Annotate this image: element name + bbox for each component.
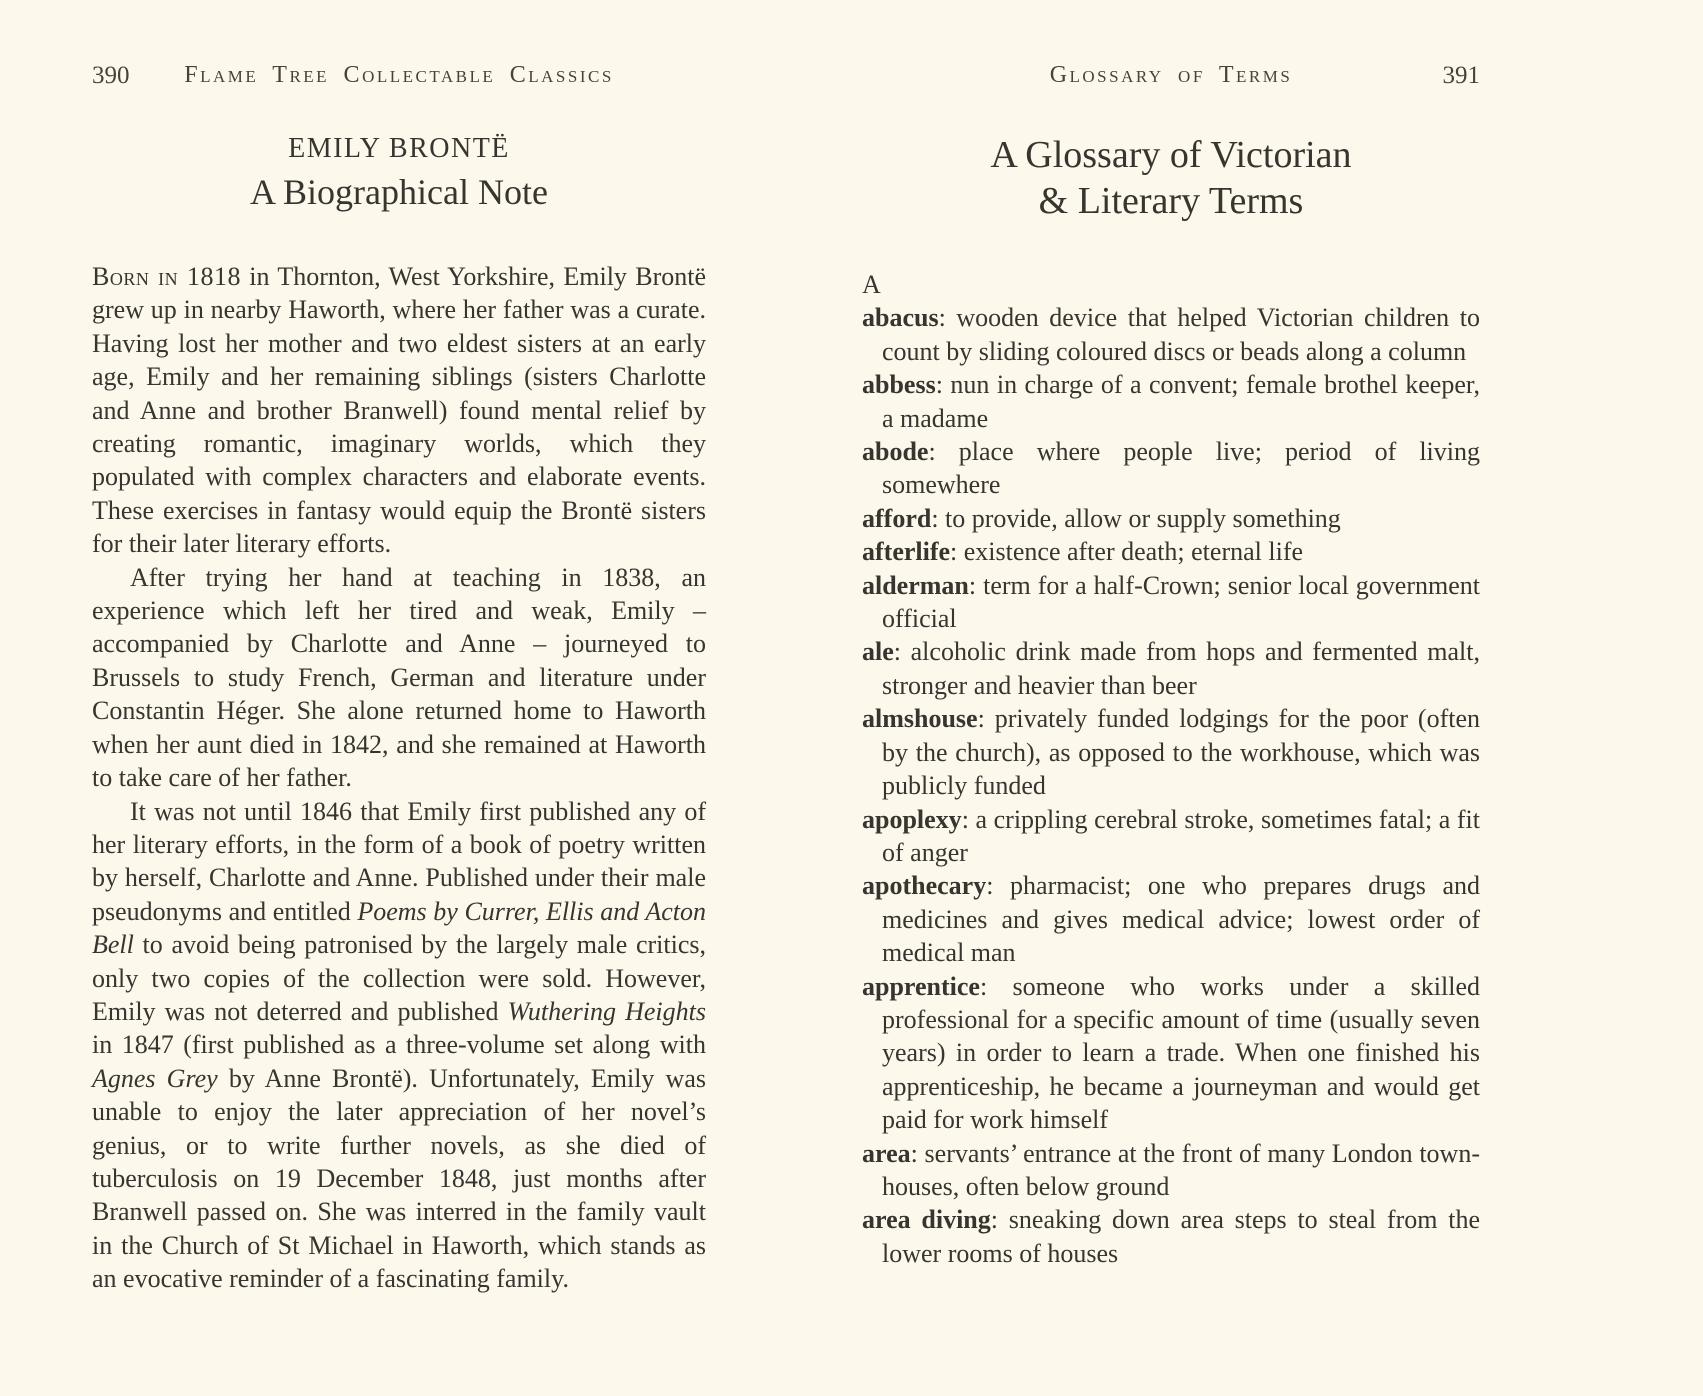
- right-page-number: 391: [1442, 62, 1480, 89]
- glossary-entry: [862, 535, 1480, 568]
- right-page-header: [862, 62, 1480, 92]
- bio-text-segment: to avoid being patronised by the largely male critics, only two copies of the collection were sold. However, Emily was not deterred and published: [92, 930, 706, 1026]
- left-page-number: 390: [92, 62, 130, 89]
- glossary-definition: : nun in charge of a convent; female brothel keeper, a madame: [882, 370, 1480, 433]
- glossary-definition: : pharmacist; one who prepares drugs and medicines and gives medical advice; lowest order of medical man: [882, 871, 1480, 968]
- glossary-title-block: [862, 132, 1480, 224]
- glossary-entry: [862, 301, 1480, 368]
- glossary-term: afford: [862, 503, 932, 533]
- glossary-term: apothecary: [862, 871, 987, 901]
- left-page: [92, 62, 706, 1296]
- bio-text-segment: Agnes Grey: [92, 1063, 218, 1093]
- bio-text-segment: It was not until 1846 that Emily first published any of her literary efforts, in the form of a book of poetry written by herself, Charlotte and Anne. Published under their male pseudonyms and entitled: [92, 796, 706, 926]
- glossary-term: abode: [862, 437, 929, 467]
- bio-text-segment: by Anne Brontë). Unfortunately, Emily was unable to enjoy the later appreciation of her novel’s genius, or to write further novels, as she died of tuberculosis on 19 December 1848, just months after Branwell passed on. She was interred in the family vault in the Church of St Michael in Haworth, which stands as an evocative reminder of a fascinating family.: [92, 1063, 706, 1294]
- glossary-entry: [862, 702, 1480, 802]
- glossary-term: abacus: [862, 303, 939, 333]
- left-page-header: [92, 62, 706, 92]
- glossary-definition: : a crippling cerebral stroke, sometimes fatal; a fit of anger: [882, 804, 1480, 867]
- bio-text-segment: After trying her hand at teaching in 1838, an experience which left her tired and weak, Emily – accompanied by Charlotte and Anne – journeyed to Brussels to study French, German and literature under Constantin Héger. She alone returned home to Haworth when her aunt died in 1842, and she remained at Haworth to take care of her father.: [92, 562, 706, 793]
- glossary-entry: [862, 869, 1480, 969]
- glossary-entries: [862, 301, 1480, 1270]
- glossary-entry: [862, 635, 1480, 702]
- glossary-entry: [862, 368, 1480, 435]
- glossary-definition: : wooden device that helped Victorian children to count by sliding coloured discs or beads along a column: [882, 303, 1480, 366]
- glossary-term: apprentice: [862, 971, 980, 1001]
- glossary-entry: [862, 569, 1480, 636]
- glossary-body: [862, 268, 1480, 1270]
- glossary-definition: : alcoholic drink made from hops and fermented malt, stronger and heavier than beer: [882, 637, 1480, 700]
- glossary-entry: [862, 970, 1480, 1137]
- glossary-term: apoplexy: [862, 804, 962, 834]
- glossary-term: almshouse: [862, 704, 978, 734]
- glossary-entry: [862, 1137, 1480, 1204]
- glossary-term: area: [862, 1138, 911, 1168]
- bio-text-segment: Born in 1818: [92, 262, 241, 291]
- glossary-section-letter: A: [862, 270, 881, 299]
- right-running-head: Glossary of Terms: [1049, 62, 1293, 88]
- glossary-entry: [862, 502, 1480, 535]
- bio-text-segment: in 1847 (first published as a three-volume set along with: [92, 1030, 706, 1060]
- glossary-term: afterlife: [862, 537, 951, 567]
- glossary-definition: : sneaking down area steps to steal from the lower rooms of houses: [882, 1205, 1481, 1268]
- bio-title-block: [92, 132, 706, 213]
- bio-body: [92, 260, 706, 1296]
- glossary-term: abbess: [862, 370, 936, 400]
- glossary-term: area diving: [862, 1205, 991, 1235]
- bio-title-subtitle: A Biographical Note: [250, 172, 548, 212]
- glossary-definition: : existence after death; eternal life: [950, 537, 1304, 567]
- glossary-definition: : servants’ entrance at the front of many London town-houses, often below ground: [882, 1138, 1480, 1201]
- bio-title-author: EMILY BRONTË: [288, 133, 510, 164]
- glossary-entry: [862, 803, 1480, 870]
- bio-paragraph: [92, 260, 706, 561]
- glossary-term: ale: [862, 637, 894, 667]
- glossary-definition: : to provide, allow or supply something: [931, 503, 1341, 533]
- bio-paragraph: [92, 795, 706, 1296]
- glossary-title-line2: & Literary Terms: [1038, 180, 1304, 222]
- glossary-definition: : place where people live; period of living somewhere: [882, 437, 1480, 500]
- glossary-definition: : privately funded lodgings for the poor (often by the church), as opposed to the workhouse, which was publicly funded: [882, 704, 1480, 801]
- right-page: [862, 62, 1480, 1270]
- bio-text-segment: Wuthering Heights: [507, 996, 706, 1026]
- glossary-title-line1: A Glossary of Victorian: [990, 134, 1352, 176]
- bio-text-segment: in Thornton, West Yorkshire, Emily Brontë grew up in nearby Haworth, where her father was a curate. Having lost her mother and two eldest sisters at an early age, Emily and her remaining siblings (sisters Charlotte and Anne and brother Branwell) found mental relief by creating romantic, imaginary worlds, which they populated with complex characters and elaborate events. These exercises in fantasy would equip the Brontë sisters for their later literary efforts.: [92, 262, 706, 559]
- glossary-entry: [862, 435, 1480, 502]
- bio-text-segment: Poems by Currer, Ellis and Acton Bell: [92, 896, 707, 960]
- glossary-entry: [862, 1203, 1480, 1270]
- glossary-term: alderman: [862, 570, 969, 600]
- left-running-head: Flame Tree Collectable Classics: [184, 62, 614, 88]
- glossary-definition: : someone who works under a skilled professional for a specific amount of time (usually seven years) in order to learn a trade. When one finished his apprenticeship, he became a journeyman and would get paid for work himself: [882, 971, 1480, 1135]
- glossary-definition: : term for a half-Crown; senior local government official: [882, 570, 1480, 634]
- bio-paragraph: [92, 561, 706, 795]
